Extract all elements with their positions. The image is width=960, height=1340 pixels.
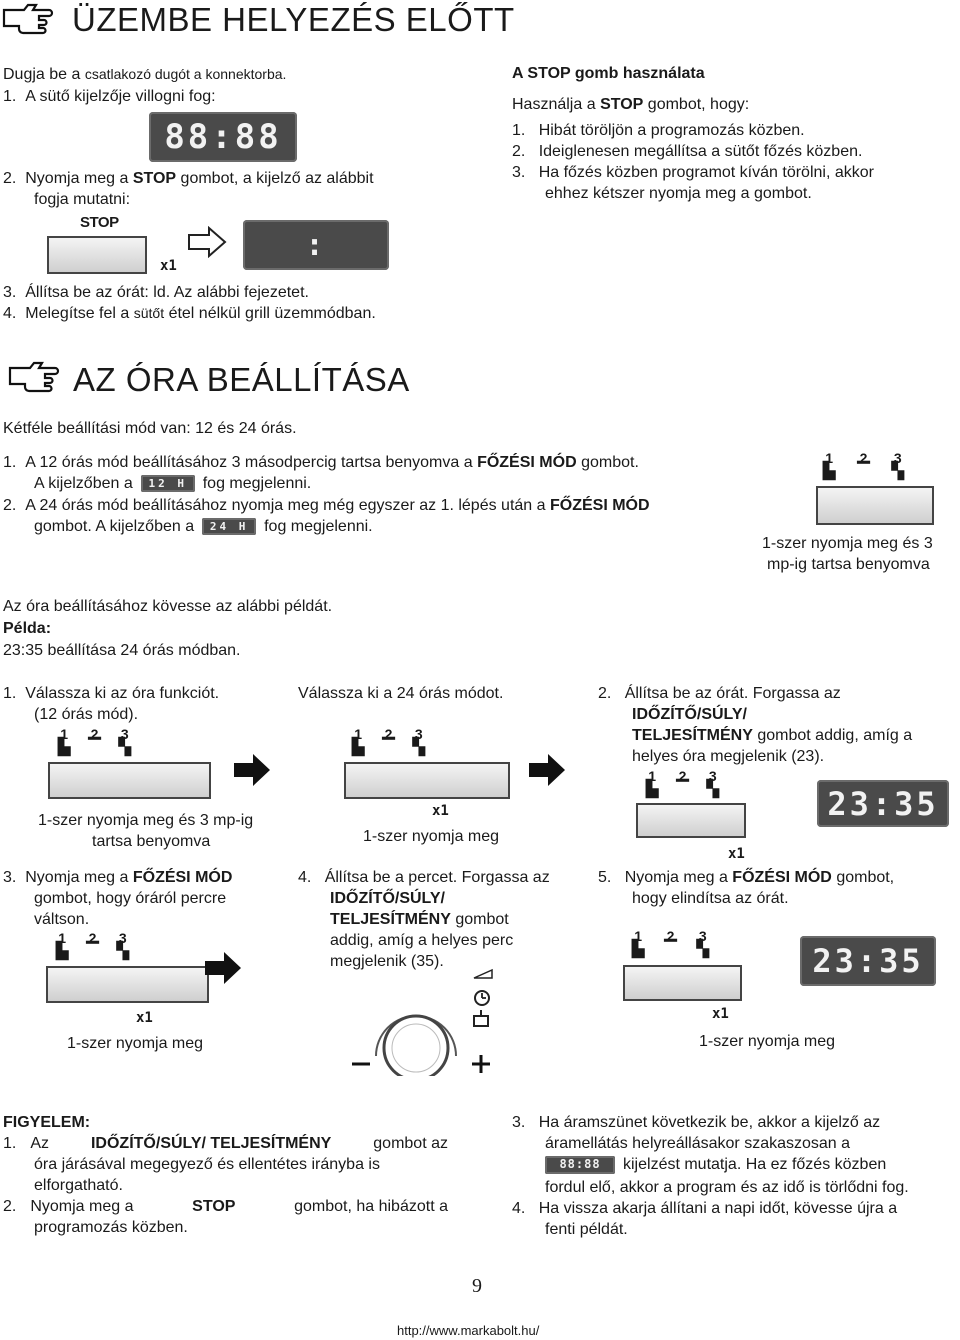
step-e-cont-3: megjelenik (35). (330, 953, 444, 970)
step-f-cont: hogy elindítsa az órát. (632, 890, 789, 907)
timer-weight-power-knob[interactable] (348, 968, 496, 1076)
step-e: 4. Állítsa be a percet. Forgassa az (298, 869, 550, 886)
example-label: Példa: (3, 620, 52, 637)
warning-1-cont-2: elforgatható. (34, 1177, 123, 1194)
step-e-cont-2: addig, amíg a helyes perc (330, 932, 514, 949)
stop-box-item-1: 1. Hibát töröljön a programozás közben. (512, 122, 805, 139)
cook-mode-button[interactable] (816, 486, 934, 525)
lcd-12h: 12 H (141, 475, 195, 492)
step-1: 1. A sütő kijelzője villogni fog: (3, 88, 216, 105)
display-23-35: 23:35 (800, 936, 936, 986)
display-colon: : (243, 220, 389, 270)
warning-1-cont: óra járásával megegyező és ellentétes irányba is (34, 1156, 380, 1173)
warning-1: 1. Az IDŐZÍTŐ/SÚLY/ TELJESÍTMÉNY gombot az (3, 1135, 448, 1152)
cook-mode-button[interactable] (344, 762, 510, 799)
step-d-caption: 1-szer nyomja meg (67, 1035, 204, 1052)
example-text: 23:35 beállítása 24 órás módban. (3, 642, 241, 659)
section-title: AZ ÓRA BEÁLLÍTÁSA (73, 361, 410, 398)
x1-label: x1 (432, 803, 449, 819)
cook-mode-button[interactable] (46, 966, 209, 1003)
x1-label: x1 (712, 1006, 729, 1022)
display-23-35: 23:35 (817, 780, 949, 827)
mode-step-2-cont: gombot. A kijelzőben a 24 H fog megjelenni. (34, 518, 373, 535)
step-2-cont: fogja mutatni: (34, 191, 131, 208)
mode-intro: Kétféle beállítási mód van: 12 és 24 órás. (3, 420, 297, 437)
footer-url[interactable]: http://www.markabolt.hu/ (397, 1323, 540, 1338)
warning-2: 2. Nyomja meg a STOP gombot, ha hibázott a (3, 1198, 448, 1215)
warning-3-cont-3: fordul elő, akkor a program és az idő is törlődni fog. (545, 1179, 909, 1196)
step-e-knob-name: IDŐZÍTŐ/SÚLY/ (330, 890, 445, 907)
cook-mode-button[interactable] (48, 762, 211, 799)
step-f: 5. Nyomja meg a FŐZÉSI MÓD gombot, (598, 869, 895, 886)
page-title: ÜZEMBE HELYEZÉS ELŐTT (72, 1, 515, 38)
function-icons: 1 ▙ 2 ▔ 3 ▚ (632, 928, 709, 958)
mode-caption-1: 1-szer nyomja meg és 3 (762, 535, 933, 552)
page-number: 9 (472, 1275, 482, 1297)
warning-title: FIGYELEM: (3, 1114, 91, 1131)
step-e-cont: TELJESÍTMÉNY gombot (330, 911, 509, 928)
warning-3-cont-2: 88:88 kijelzést mutatja. Ha ez főzés közben (545, 1154, 886, 1175)
function-icons: 1 ▙ 2 ▔ 3 ▚ (823, 450, 904, 480)
step-a: 1. Válassza ki az óra funkciót. (3, 685, 220, 702)
step-c-knob-name: IDŐZÍTŐ/SÚLY/ (632, 706, 747, 723)
step-f-caption: 1-szer nyomja meg (699, 1033, 836, 1050)
step-2: 2. Nyomja meg a STOP gombot, a kijelző az alábbit (3, 170, 374, 187)
cook-mode-button[interactable] (636, 803, 746, 838)
step-c-cont-2: helyes óra megjelenik (23). (632, 748, 825, 765)
step-b-caption: 1-szer nyomja meg (363, 828, 500, 845)
mode-step-2: 2. A 24 órás mód beállításához nyomja meg még egyszer az 1. lépés után a FŐZÉSI MÓD (3, 497, 650, 514)
step-a-cont: (12 órás mód). (34, 706, 139, 723)
step-b: Válassza ki a 24 órás módot. (298, 685, 504, 702)
stop-box-item-3-cont: ehhez kétszer nyomja meg a gombot. (545, 185, 812, 202)
step-c-cont: TELJESÍTMÉNY gombot addig, amíg a (632, 727, 913, 744)
stop-button[interactable] (47, 236, 147, 274)
intro-line: Dugja be a csatlakozó dugót a konnektorba. (3, 66, 287, 83)
arrow-right-icon (527, 752, 567, 793)
step-4: 4. Melegítse fel a sütőt étel nélkül grill üzemmódban. (3, 305, 376, 322)
mode-caption-2: mp-ig tartsa benyomva (767, 556, 930, 573)
hand-pointer-icon (2, 2, 54, 36)
stop-box-item-2: 2. Ideiglenesen megállítsa a sütőt főzés közben. (512, 143, 863, 160)
arrow-right-icon (232, 752, 272, 793)
stop-label: STOP (80, 214, 119, 231)
stop-box-intro: Használja a STOP gombot, hogy: (512, 96, 750, 113)
step-d-cont-2: váltson. (34, 911, 90, 928)
hand-pointer-icon (8, 360, 60, 394)
mode-step-1: 1. A 12 órás mód beállításához 3 másodpercig tartsa benyomva a FŐZÉSI MÓD gombot. (3, 454, 639, 471)
warning-4-cont: fenti példát. (545, 1221, 628, 1238)
arrow-right-icon (203, 950, 243, 991)
x1-label: x1 (136, 1010, 153, 1026)
function-icons: 1 ▙ 2 ▔ 3 ▚ (352, 726, 425, 756)
display-88-88: 88:88 (149, 112, 297, 162)
step-c: 2. Állítsa be az órát. Forgassa az (598, 685, 841, 702)
arrow-outline-icon (187, 226, 227, 263)
x1-label: x1 (728, 846, 745, 862)
warning-2-cont: programozás közben. (34, 1219, 188, 1236)
lcd-88-88: 88:88 (545, 1156, 615, 1174)
function-icons: 1 ▙ 2 ▔ 3 ▚ (58, 726, 131, 756)
mode-step-1-cont: A kijelzőben a 12 H fog megjelenni. (34, 475, 312, 492)
function-icons: 1 ▙ 2 ▔ 3 ▚ (56, 930, 129, 960)
step-3: 3. Állítsa be az órát: ld. Az alábbi fejezetet. (3, 284, 309, 301)
warning-3: 3. Ha áramszünet következik be, akkor a kijelző az (512, 1114, 881, 1131)
step-a-caption-1: 1-szer nyomja meg és 3 mp-ig (38, 812, 254, 829)
step-d-cont: gombot, hogy óráról percre (34, 890, 227, 907)
step-a-caption-2: tartsa benyomva (92, 833, 211, 850)
warning-3-cont: áramellátás helyreállásakor szakaszosan a (545, 1135, 851, 1152)
stop-box-item-3: 3. Ha főzés közben programot kíván törölni, akkor (512, 164, 874, 181)
lcd-24h: 24 H (202, 518, 256, 535)
step-d: 3. Nyomja meg a FŐZÉSI MÓD (3, 869, 233, 886)
x1-label: x1 (160, 258, 177, 274)
function-icons: 1 ▙ 2 ▔ 3 ▚ (646, 768, 719, 798)
cook-mode-button[interactable] (623, 965, 742, 1001)
stop-box-title: A STOP gomb használata (512, 65, 705, 82)
example-intro: Az óra beállításához kövesse az alábbi példát. (3, 598, 333, 615)
warning-4: 4. Ha vissza akarja állítani a napi időt, kövesse újra a (512, 1200, 898, 1217)
